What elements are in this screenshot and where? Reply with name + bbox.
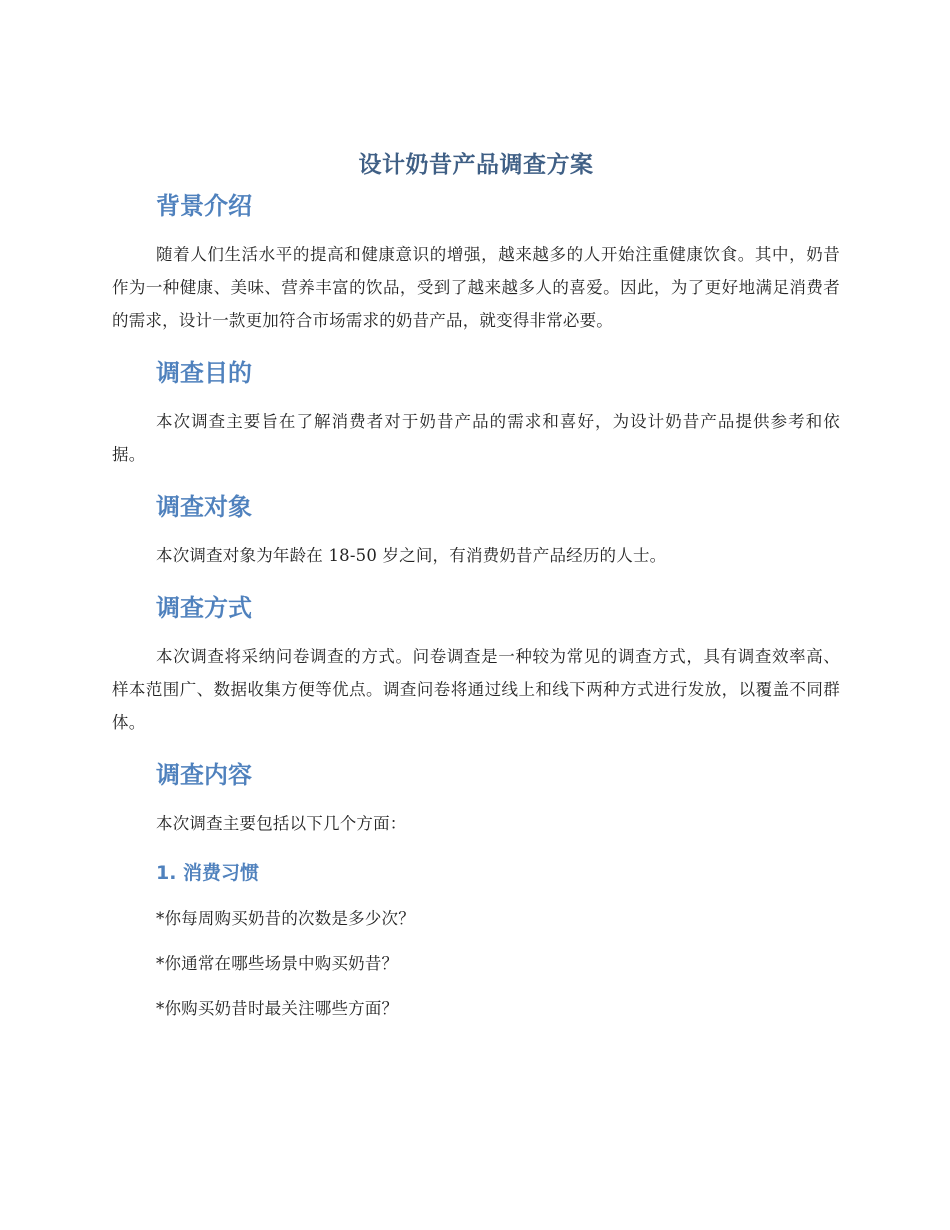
document-page [112,148,840,1023]
list-item: *你每周购买奶昔的次数是多少次？ [156,909,415,928]
list-item: *你购买奶昔时最关注哪些方面？ [156,999,399,1018]
section-body-subject: 本次调查对象为年龄在 18-50 岁之间，有消费奶昔产品经历的人士。 [156,546,667,565]
section-body-method: 本次调查将采纳问卷调查的方式。问卷调查是一种较为常见的调查方式，具有调查效率高、样本范围广、数据收集方便等优点。调查问卷将通过线上和线下两种方式进行发放，以覆盖不同群体。 [112,647,840,732]
subsection-heading-consumption-habits: 1. 消费习惯 [156,862,260,884]
list-item: *你通常在哪些场景中购买奶昔？ [156,954,399,973]
document-title: 设计奶昔产品调查方案 [358,152,594,178]
section-body-background: 随着人们生活水平的提高和健康意识的增强，越来越多的人开始注重健康饮食。其中，奶昔作为一种健康、美味、营养丰富的饮品，受到了越来越多人的喜爱。因此，为了更好地满足消费者的需求，设计一款更加符合市场需求的奶昔产品，就变得非常必要。 [112,245,840,330]
section-heading-method: 调查方式 [156,594,252,622]
section-body-purpose: 本次调查主要旨在了解消费者对于奶昔产品的需求和喜好，为设计奶昔产品提供参考和依据。 [112,412,840,464]
section-intro-content: 本次调查主要包括以下几个方面： [156,814,407,833]
section-heading-subject: 调查对象 [156,493,252,521]
section-heading-background: 背景介绍 [156,192,252,220]
section-heading-content: 调查内容 [156,761,252,789]
section-heading-purpose: 调查目的 [156,359,252,387]
